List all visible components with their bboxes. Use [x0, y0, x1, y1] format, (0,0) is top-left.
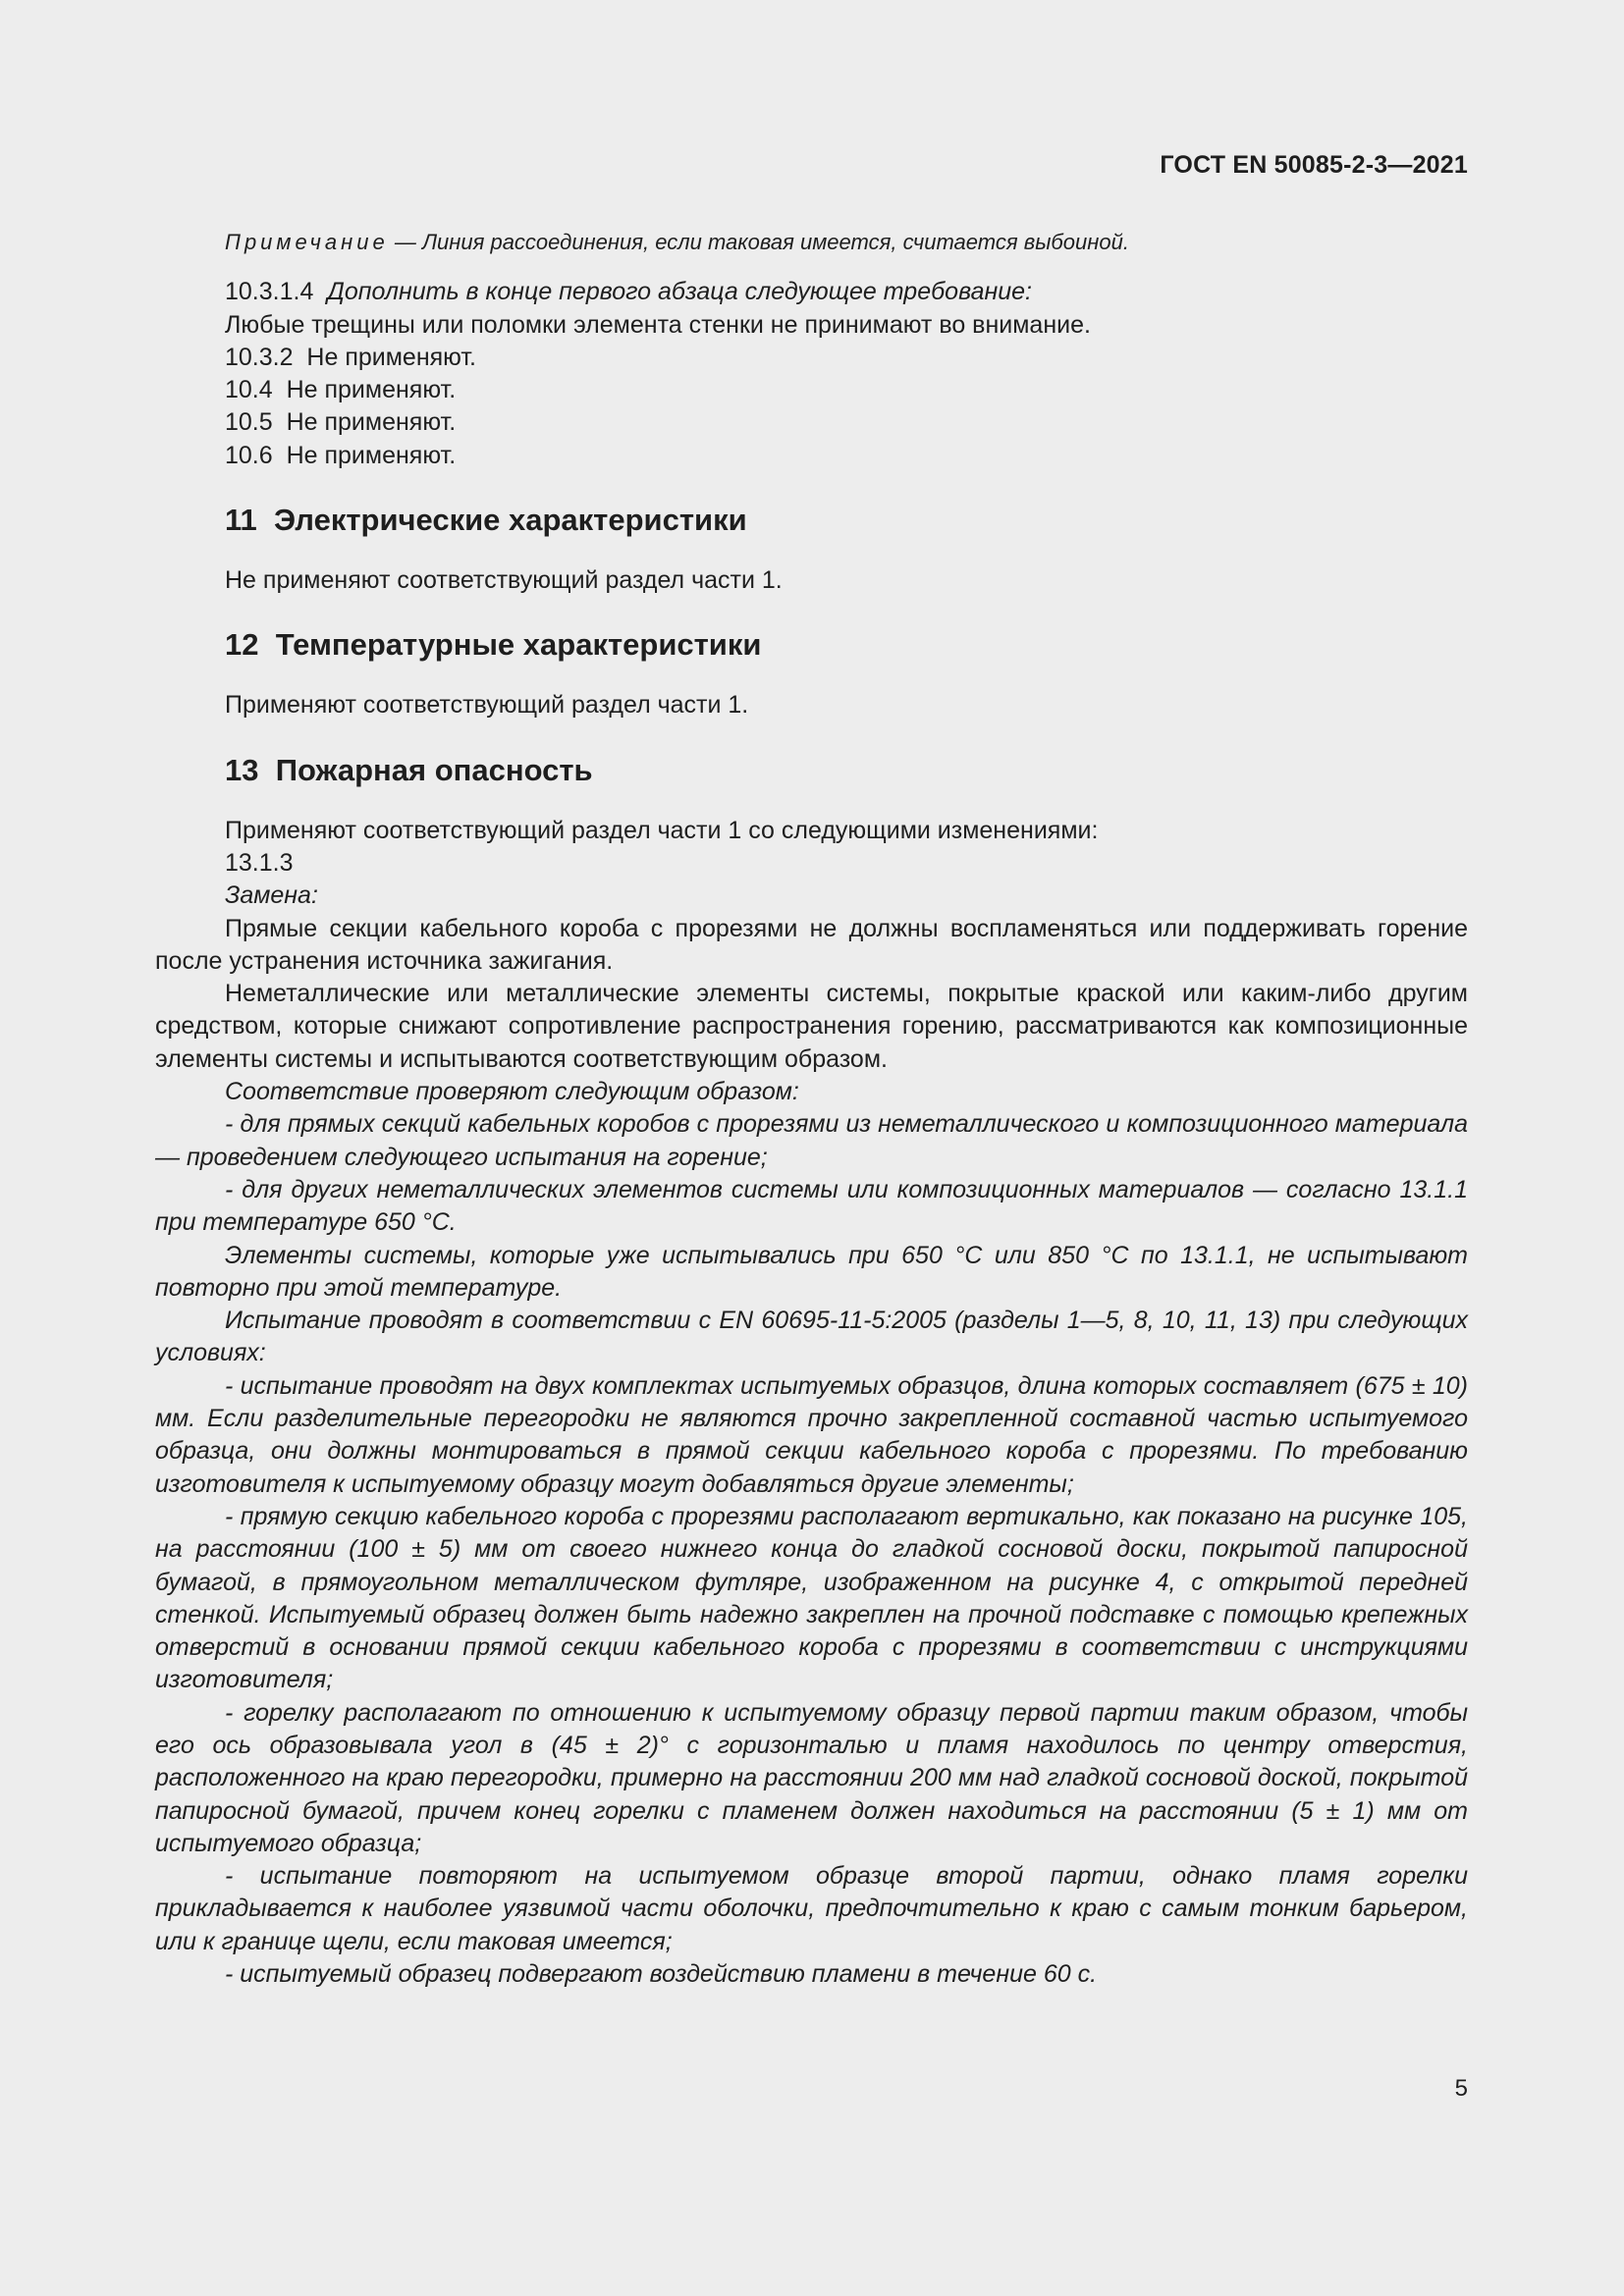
section-title: Электрические характеристики: [274, 503, 747, 538]
clause-10-6: [155, 440, 1468, 472]
section-heading-12: [225, 626, 1468, 664]
paragraph: Соответствие проверяют следующим образом:: [225, 1078, 799, 1106]
clause-text: Не применяют.: [286, 376, 457, 404]
clause-number: 10.5: [225, 408, 273, 437]
section-title: Температурные характеристики: [275, 627, 762, 663]
clause-10-4: [155, 374, 1468, 406]
clause-text: Не применяют.: [306, 343, 476, 371]
list-item: - испытание проводят на двух комплектах испытуемых образцов, длина которых составляет (675 ± 10) мм. Если разделительные перегородки не являются прочно закрепленной составной частью испытуемого образца, они должны монтироваться в прямой секции кабельного короба с прорезями. По требованию изготовителя к испытуемому образцу могут добавляться другие элементы;: [155, 1371, 1468, 1498]
section-12-body: Применяют соответствующий раздел части 1.: [225, 691, 749, 720]
section-number: 11: [225, 503, 257, 538]
clause-number: 10.4: [225, 376, 273, 404]
note-text: — Линия рассоединения, если таковая имеется, считается выбоиной.: [394, 230, 1129, 254]
section-title: Пожарная опасность: [275, 752, 593, 787]
section-heading-11: [225, 502, 1468, 539]
document-id: ГОСТ EN 50085-2-3—2021: [1160, 151, 1468, 179]
section-13-body: Применяют соответствующий раздел части 1 со следующими изменениями:: [225, 816, 1099, 844]
list-item: - прямую секцию кабельного короба с прорезями располагают вертикально, как показано на рисунке 105, на расстоянии (100 ± 5) мм от своего нижнего конца до гладкой сосновой доски, покрытой папиросной бумагой, в прямоугольном металлическом футляре, изображенном на рисунке 4, с открытой передней стенкой. Испытуемый образец должен быть надежно закреплен на прочной подставке с помощью крепежных отверстий в основании прямой секции кабельного короба с прорезями в соответствии с инструкциями изготовителя;: [155, 1502, 1468, 1694]
clause-10-3-2: [155, 342, 1468, 374]
clause-text-line: Любые трещины или поломки элемента стенки не принимают во внимание.: [225, 310, 1091, 339]
paragraph: Неметаллические или металлические элементы системы, покрытые краской или каким-либо другим средством, которые снижают сопротивление распространения горению, рассматриваются как композиционные элементы системы и испытываются соответствующим образом.: [155, 980, 1468, 1073]
clause-number: 10.3.2: [225, 343, 294, 371]
paragraph: Испытание проводят в соответствии с EN 60695-11-5:2005 (разделы 1—5, 8, 10, 11, 13) при следующих условиях:: [155, 1307, 1468, 1367]
clause-13-1-3: 13.1.3: [225, 848, 294, 877]
clause-text: Дополнить в конце первого абзаца следующее требование:: [327, 278, 1032, 306]
note: [155, 226, 1468, 258]
list-item: - испытуемый образец подвергают воздействию пламени в течение 60 с.: [225, 1960, 1098, 1989]
note-label: Примечание: [225, 230, 389, 254]
paragraph: Элементы системы, которые уже испытывались при 650 °С или 850 °С по 13.1.1, не испытывают повторно при этой температуре.: [155, 1241, 1468, 1302]
clause-10-5: [155, 406, 1468, 439]
clause-text: Не применяют.: [286, 441, 457, 469]
section-heading-13: [225, 752, 1468, 789]
list-item: - горелку располагают по отношению к испытуемому образцу первой партии таким образом, чтобы его ось образовывала угол в (45 ± 2)° с горизонталью и пламя находилось по центру отверстия, расположенного на краю перегородки, примерно на расстоянии 200 мм над гладкой сосновой доской, покрытой папиросной бумагой, причем конец горелки с пламенем должен находиться на расстоянии (5 ± 1) мм от испытуемого образца;: [155, 1698, 1468, 1857]
section-11-body: Не применяют соответствующий раздел части 1.: [225, 566, 783, 595]
clause-10-3-1-4: [155, 276, 1468, 308]
clause-text: Не применяют.: [286, 408, 457, 437]
list-item: - для прямых секций кабельных коробов с прорезями из неметаллического и композиционного материала — проведением следующего испытания на горение;: [155, 1110, 1468, 1171]
clause-number: 10.6: [225, 441, 273, 469]
replacement-label: Замена:: [225, 881, 318, 910]
paragraph: Прямые секции кабельного короба с прорезями не должны воспламеняться или поддерживать горение после устранения источника зажигания.: [155, 914, 1468, 975]
section-number: 12: [225, 627, 259, 663]
section-number: 13: [225, 752, 259, 787]
clause-number: 10.3.1.4: [225, 278, 314, 306]
list-item: - для других неметаллических элементов системы или композиционных материалов — согласно 13.1.1 при температуре 650 °С.: [155, 1175, 1468, 1237]
page-content: [155, 226, 1468, 1991]
list-item: - испытание повторяют на испытуемом образце второй партии, однако пламя горелки прикладывается к наиболее уязвимой части оболочки, предпочтительно к краю с самым тонким барьером, или к границе щели, если таковая имеется;: [155, 1862, 1468, 1955]
page-number: 5: [1454, 2075, 1468, 2102]
